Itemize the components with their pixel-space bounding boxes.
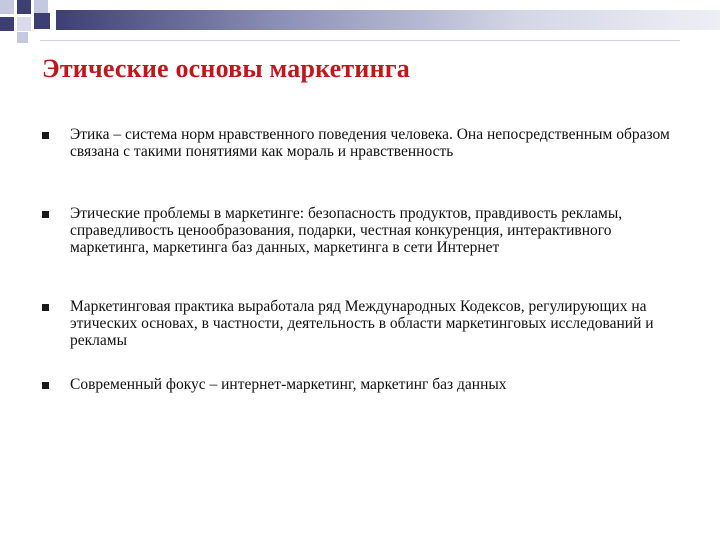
- square-bullet-icon: [42, 304, 49, 311]
- bullet-text: Этические проблемы в маркетинге: безопасность продуктов, правдивость рекламы, справедливость ценообразования, подарки, честная конкуренция, интерактивного маркетинга, маркетинга баз данных, маркетинга в сети Интернет: [70, 205, 623, 257]
- square-bullet-icon: [42, 211, 49, 218]
- slide-title: Этические основы маркетинга: [42, 54, 410, 83]
- square-bullet-icon: [42, 382, 49, 389]
- square-bullet-icon: [42, 132, 49, 139]
- bullet-text: Маркетинговая практика выработала ряд Международных Кодексов, регулирующих на этических основах, в частности, деятельность в области маркетинговых исследований и рекламы: [70, 298, 654, 350]
- bullet-text: Этика – система норм нравственного поведения человека. Она непосредственным образом связана с такими понятиями как мораль и нравственность: [70, 126, 670, 161]
- bullet-text: Современный фокус – интернет-маркетинг, маркетинг баз данных: [70, 376, 507, 393]
